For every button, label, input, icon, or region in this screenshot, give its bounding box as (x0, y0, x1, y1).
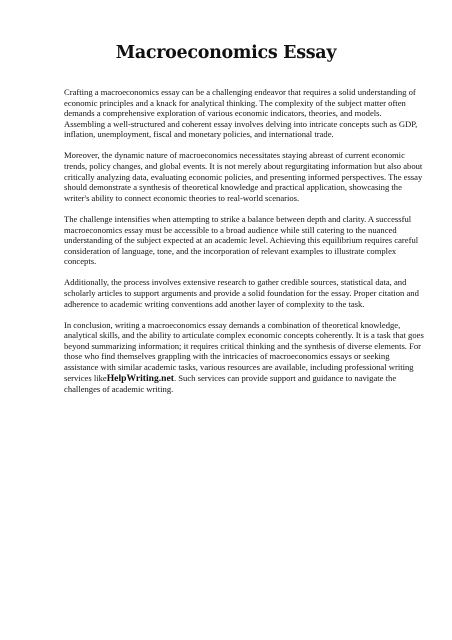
document-body (64, 87, 424, 405)
paragraph-conclusion (64, 320, 424, 395)
document-title: Macroeconomics Essay (115, 43, 337, 63)
paragraph-dynamic-nature: Moreover, the dynamic nature of macroeconomics necessitates staying abreast of current economic trends, policy changes, and global events. It is not merely about regurgitating information but also about critically analyzing data, evaluating economic policies, and presenting informed perspectives. The essay should demonstrate a synthesis of theoretical knowledge and practical application, showcasing the writer's ability to connect economic theories to real-world scenarios. (64, 150, 423, 203)
conclusion-text: In conclusion, writing a macroeconomics essay demands a combination of theoretical knowledge, analytical skills, and the ability to articulate complex economic concepts coherently. It is a task that goes beyond summarizing information; it requires critical thinking and the synthesis of diverse elements. For those who find themselves grappling with the intricacies of macroeconomics essays or seeking assistance with similar academic tasks, various resources are available, including professional writing services like (64, 319, 424, 383)
paragraph-research: Additionally, the process involves extensive research to gather credible sources, statistical data, and scholarly articles to support arguments and provide a solid foundation for the essay. Proper citation and adherence to academic writing conventions add another layer of complexity to the task. (64, 277, 419, 309)
paragraph-intro: Crafting a macroeconomics essay can be a challenging endeavor that requires a solid understanding of economic principles and a knack for analytical thinking. The complexity of the subject matter often demands a comprehensive exploration of various economic indicators, theories, and models. Assembling a well-structured and coherent essay involves delving into intricate concepts such as GDP, inflation, unemployment, fiscal and monetary policies, and international trade. (64, 87, 418, 140)
paragraph-challenge: The challenge intensifies when attempting to strike a balance between depth and clarity. A successful macroeconomics essay must be accessible to a broad audience while still catering to the nuanced understanding of the subject expected at an academic level. Achieving this equilibrium requires careful consideration of language, tone, and the incorporation of relevant examples to illustrate complex concepts. (64, 213, 419, 267)
helpwriting-link[interactable]: HelpWriting.net (106, 372, 174, 384)
conclusion-text-end: . Such services can provide support and guidance to navigate the challenges of academic writing. (64, 372, 397, 395)
